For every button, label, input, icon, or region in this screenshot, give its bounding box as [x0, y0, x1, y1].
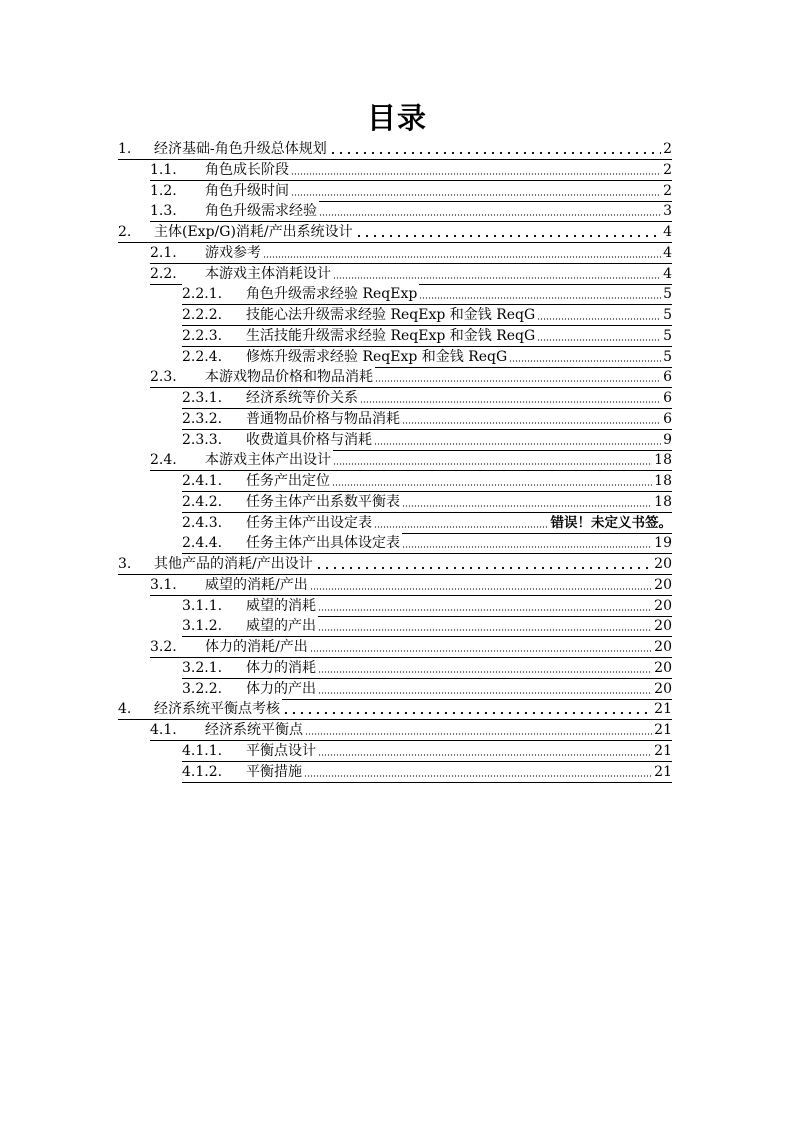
toc-dot-leader: [304, 764, 652, 778]
toc-page-number: 2: [663, 161, 672, 178]
toc-entry[interactable]: [182, 389, 672, 409]
page-title: 目录: [366, 101, 427, 135]
toc-entry-number: 3.1.1.: [182, 596, 246, 616]
toc-entry-label: 主体(Exp/G)消耗/产出系统设计: [154, 224, 353, 240]
toc-dot-leader: [374, 515, 549, 529]
toc-entry-label: 体力的消耗: [246, 659, 316, 676]
toc-entry-number: 2.4.: [150, 450, 205, 470]
toc-entry[interactable]: [182, 493, 672, 513]
toc-entry[interactable]: [150, 576, 672, 596]
toc-entry[interactable]: [150, 265, 672, 285]
toc-entry-number: 1.2.: [150, 181, 205, 201]
toc-dot-leader: [360, 390, 661, 404]
toc-entry[interactable]: [182, 597, 672, 617]
toc-entry[interactable]: [182, 617, 672, 637]
toc-dot-leader: [319, 203, 661, 217]
toc-page-number: 5: [663, 307, 672, 323]
toc-entry-label: 角色升级需求经验 ReqExp: [246, 286, 418, 303]
toc-entry-label: 角色升级时间: [205, 182, 289, 199]
toc-dot-leader: [318, 618, 652, 632]
toc-entry-label: 收费道具价格与消耗: [246, 431, 372, 448]
toc-entry-number: 4.1.: [150, 720, 205, 740]
toc-entry-number: 3.: [118, 554, 154, 574]
toc-dot-leader: [315, 556, 652, 570]
toc-page-number: 20: [654, 556, 672, 572]
toc-dot-leader: [318, 743, 652, 757]
toc-entry-number: 2.1.: [150, 243, 205, 263]
toc-dot-leader: [537, 328, 661, 342]
toc-dot-leader: [291, 162, 661, 176]
toc-entry[interactable]: [182, 410, 672, 430]
toc-page-number: 3: [663, 203, 672, 220]
toc-entry-number: 2.4.4.: [182, 533, 246, 553]
toc-dot-leader: [375, 369, 661, 383]
toc-page-number: 18: [654, 473, 672, 489]
toc-entry[interactable]: [150, 202, 672, 222]
toc-entry[interactable]: [182, 431, 672, 451]
toc-dot-leader: [263, 245, 661, 259]
toc-entry-label: 修炼升级需求经验 ReqExp 和金钱 ReqG: [246, 348, 508, 365]
toc-page-number: 20: [654, 659, 672, 676]
toc-entry[interactable]: [182, 659, 672, 679]
toc-page-number: 6: [663, 390, 672, 406]
toc-page-number: 21: [654, 742, 672, 759]
toc-entry-number: 1.: [118, 139, 154, 159]
toc-entry-number: 2.3.2.: [182, 409, 246, 429]
toc-page-number: 4: [663, 244, 672, 261]
toc-dot-leader: [333, 452, 652, 466]
toc-entry-label: 威望的消耗: [246, 597, 316, 614]
toc-dot-leader: [318, 598, 652, 612]
toc-entry-number: 2.3.3.: [182, 430, 246, 450]
toc-entry-label: 角色升级需求经验: [205, 203, 317, 220]
toc-entry-label: 普通物品价格与物品消耗: [246, 410, 400, 427]
toc-entry-number: 4.1.1.: [182, 741, 246, 761]
toc-page-number: 6: [663, 410, 672, 427]
toc-page-number: 18: [654, 452, 672, 469]
toc-page-number: 21: [654, 763, 672, 780]
toc-page-number: 20: [654, 639, 672, 655]
toc-entry-label: 威望的产出: [246, 618, 316, 635]
toc-entry-number: 3.2.1.: [182, 658, 246, 678]
toc-entry[interactable]: [150, 721, 672, 741]
toc-page-number: 21: [654, 701, 672, 718]
toc-page-number: 20: [654, 618, 672, 635]
toc-page-number: 20: [654, 597, 672, 614]
toc-dot-leader: [509, 349, 661, 363]
toc-dot-leader: [374, 432, 661, 446]
toc-dot-leader: [402, 494, 652, 508]
toc-page-number: 5: [663, 327, 672, 344]
toc-dot-leader: [318, 681, 652, 695]
toc-entry-label: 经济基础-角色升级总体规划: [154, 141, 327, 157]
toc-dot-leader: [305, 722, 652, 736]
toc-error-text: 错误！未定义书签。: [550, 514, 672, 531]
toc-entry-label: 游戏参考: [205, 244, 261, 261]
toc-page-number: 4: [663, 224, 672, 240]
toc-entry-number: 3.2.2.: [182, 679, 246, 699]
toc-entry[interactable]: [150, 161, 672, 181]
toc-dot-leader: [310, 639, 652, 653]
toc-page-number: 20: [654, 576, 672, 593]
toc-entry-number: 1.3.: [150, 201, 205, 221]
toc-entry[interactable]: [150, 638, 672, 658]
toc-entry-number: 2.2.: [150, 264, 205, 284]
toc-entry-number: 2.2.1.: [182, 284, 246, 304]
toc-entry[interactable]: [182, 285, 672, 305]
toc-entry-number: 1.1.: [150, 160, 205, 180]
toc-entry-label: 任务主体产出具体设定表: [246, 535, 400, 552]
toc-entry-label: 平衡点设计: [246, 742, 316, 759]
toc-entry-label: 本游戏主体产出设计: [205, 452, 331, 469]
toc-entry[interactable]: [150, 451, 672, 471]
toc-entry-number: 3.1.2.: [182, 616, 246, 636]
toc-page-number: 6: [663, 369, 672, 386]
toc-page-number: 19: [654, 535, 672, 552]
toc-page-number: 2: [663, 182, 672, 199]
toc-entry-label: 任务产出定位: [246, 473, 330, 489]
toc-entry-number: 2.2.2.: [182, 305, 246, 325]
toc-entry-number: 2.: [118, 222, 154, 242]
toc-entry-number: 2.3.1.: [182, 388, 246, 408]
toc-entry-label: 本游戏物品价格和物品消耗: [205, 369, 373, 386]
toc-page-number: 5: [663, 286, 672, 303]
toc-entry[interactable]: [182, 327, 672, 347]
toc-dot-leader: [537, 307, 661, 321]
toc-entry-label: 经济系统等价关系: [246, 390, 358, 406]
toc-entry-number: 4.: [118, 699, 154, 719]
toc-page-number: 20: [654, 680, 672, 697]
toc-dot-leader: [329, 141, 661, 155]
toc-dot-leader: [355, 224, 661, 238]
toc-entry-number: 2.3.: [150, 367, 205, 387]
toc-dot-leader: [402, 535, 652, 549]
toc-dot-leader: [332, 473, 652, 487]
toc-entry-label: 生活技能升级需求经验 ReqExp 和金钱 ReqG: [246, 327, 536, 344]
toc-page-number: 21: [654, 722, 672, 738]
toc-page-number: 9: [663, 431, 672, 448]
toc-entry[interactable]: [150, 182, 672, 202]
toc-page-number: 2: [663, 141, 672, 157]
toc-entry-label: 威望的消耗/产出: [205, 576, 308, 593]
toc-dot-leader: [333, 266, 661, 280]
toc-dot-leader: [282, 701, 652, 715]
toc-dot-leader: [291, 183, 661, 197]
toc-entry-label: 经济系统平衡点考核: [154, 701, 280, 718]
toc-entry[interactable]: [118, 700, 672, 720]
toc-dot-leader: [419, 286, 661, 300]
toc-entry[interactable]: [118, 555, 672, 575]
toc-entry[interactable]: [150, 244, 672, 264]
toc-entry-label: 本游戏主体消耗设计: [205, 265, 331, 282]
toc-entry[interactable]: [182, 680, 672, 700]
toc-entry-number: 2.2.4.: [182, 347, 246, 367]
toc-entry-number: 2.4.1.: [182, 471, 246, 491]
toc-entry-label: 平衡措施: [246, 763, 302, 780]
toc-entry[interactable]: [182, 306, 672, 326]
toc-entry-number: 3.2.: [150, 637, 205, 657]
toc-entry-number: 2.4.3.: [182, 513, 246, 533]
toc-entry-number: 3.1.: [150, 575, 205, 595]
toc-entry-label: 任务主体产出设定表: [246, 514, 372, 531]
toc-page-number: 18: [654, 493, 672, 510]
toc-entry-label: 体力的消耗/产出: [205, 639, 308, 655]
toc-entry-number: 2.2.3.: [182, 326, 246, 346]
toc-entry[interactable]: [182, 742, 672, 762]
toc-entry[interactable]: [182, 472, 672, 492]
toc-entry-label: 任务主体产出系数平衡表: [246, 493, 400, 510]
toc-entry[interactable]: [182, 763, 672, 783]
toc-entry[interactable]: [182, 514, 672, 534]
toc-entry-number: 2.4.2.: [182, 492, 246, 512]
toc-entry-label: 体力的产出: [246, 680, 316, 697]
toc-entry[interactable]: [182, 348, 672, 368]
toc-entry[interactable]: [118, 223, 672, 243]
toc-entry-label: 角色成长阶段: [205, 161, 289, 178]
toc-dot-leader: [310, 577, 652, 591]
toc-dot-leader: [318, 660, 652, 674]
toc-entry[interactable]: [118, 140, 672, 160]
toc-entry-label: 经济系统平衡点: [205, 722, 303, 738]
toc-entry-label: 技能心法升级需求经验 ReqExp 和金钱 ReqG: [246, 307, 536, 323]
toc-entry-label: 其他产品的消耗/产出设计: [154, 556, 313, 572]
toc-entry-number: 4.1.2.: [182, 762, 246, 782]
toc-entry[interactable]: [150, 368, 672, 388]
toc-dot-leader: [402, 411, 661, 425]
toc-page-number: 5: [663, 348, 672, 365]
toc-entry[interactable]: [182, 534, 672, 554]
toc-page-number: 4: [663, 265, 672, 282]
